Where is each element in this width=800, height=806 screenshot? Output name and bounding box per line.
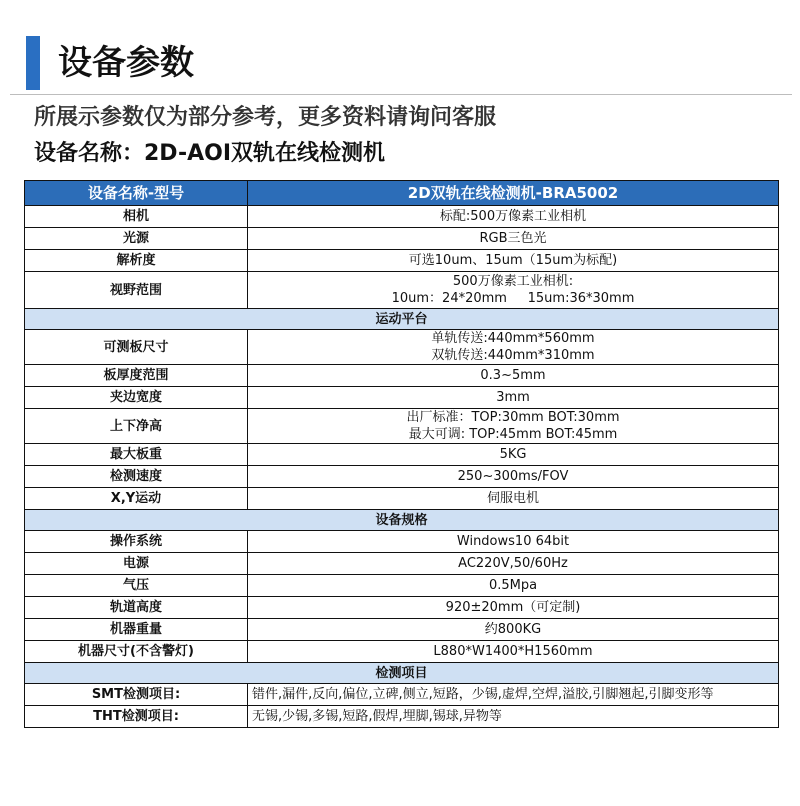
row-value: 无锡,少锡,多锡,短路,假焊,埋脚,锡球,异物等 — [248, 706, 779, 728]
row-key: 轨道高度 — [25, 597, 248, 619]
reference-note: 所展示参数仅为部分参考，更多资料请询问客服 — [34, 105, 497, 130]
header-key: 设备名称-型号 — [25, 181, 248, 206]
row-key: 机器尺寸(不含警灯) — [25, 641, 248, 663]
row-value: 250~300ms/FOV — [248, 466, 779, 488]
table-header-row — [25, 181, 779, 206]
table-row — [25, 706, 779, 728]
row-key: 相机 — [25, 206, 248, 228]
row-key: 解析度 — [25, 250, 248, 272]
table-row — [25, 409, 779, 444]
section-row-spec — [25, 510, 779, 531]
row-value: 伺服电机 — [248, 488, 779, 510]
row-key: 气压 — [25, 575, 248, 597]
row-value-line: 500万像素工业相机: — [452, 274, 574, 289]
table-row — [25, 641, 779, 663]
row-value: RGB三色光 — [248, 228, 779, 250]
table-row — [25, 553, 779, 575]
table-row — [25, 272, 779, 309]
section-title: 运动平台 — [25, 309, 779, 330]
table-row — [25, 597, 779, 619]
row-key: 上下净高 — [25, 409, 248, 444]
table-row — [25, 250, 779, 272]
row-value-line: 10um：24*20mm 15um:36*30mm — [391, 291, 635, 306]
table-row — [25, 444, 779, 466]
row-key: SMT检测项目: — [25, 684, 248, 706]
table-row — [25, 488, 779, 510]
row-key: THT检测项目: — [25, 706, 248, 728]
table-row — [25, 228, 779, 250]
device-name-line: 设备名称：2D-AOI双轨在线检测机 — [34, 141, 386, 166]
section-row-inspect — [25, 663, 779, 684]
section-row-motion — [25, 309, 779, 330]
table-row — [25, 619, 779, 641]
table-row — [25, 684, 779, 706]
title-accent-bar — [26, 36, 40, 90]
row-value-line: 出厂标准：TOP:30mm BOT:30mm — [406, 410, 620, 425]
row-value: 0.5Mpa — [248, 575, 779, 597]
table-row — [25, 466, 779, 488]
table-row — [25, 330, 779, 365]
row-key: 操作系统 — [25, 531, 248, 553]
header-value: 2D双轨在线检测机-BRA5002 — [248, 181, 779, 206]
row-value — [248, 409, 779, 444]
row-key: 视野范围 — [25, 272, 248, 309]
row-value — [248, 272, 779, 309]
row-key: 最大板重 — [25, 444, 248, 466]
table-row — [25, 531, 779, 553]
row-value-line: 单轨传送:440mm*560mm — [431, 331, 595, 346]
row-value-line: 最大可调: TOP:45mm BOT:45mm — [408, 427, 618, 442]
title-divider — [10, 94, 792, 95]
page-title: 设备参数 — [58, 43, 194, 83]
table-row — [25, 206, 779, 228]
row-value: 可选10um、15um（15um为标配) — [248, 250, 779, 272]
row-value-line: 双轨传送:440mm*310mm — [431, 348, 595, 363]
table-row — [25, 365, 779, 387]
row-value: 920±20mm（可定制) — [248, 597, 779, 619]
row-value: AC220V,50/60Hz — [248, 553, 779, 575]
table-row — [25, 387, 779, 409]
row-value: Windows10 64bit — [248, 531, 779, 553]
table-row — [25, 575, 779, 597]
section-title: 检测项目 — [25, 663, 779, 684]
row-value: 约800KG — [248, 619, 779, 641]
row-key: 机器重量 — [25, 619, 248, 641]
row-value: 错件,漏件,反向,偏位,立碑,侧立,短路，少锡,虚焊,空焊,溢胶,引脚翘起,引脚变形等 — [248, 684, 779, 706]
row-key: 光源 — [25, 228, 248, 250]
section-title: 设备规格 — [25, 510, 779, 531]
row-value: L880*W1400*H1560mm — [248, 641, 779, 663]
row-value: 0.3~5mm — [248, 365, 779, 387]
row-key: 板厚度范围 — [25, 365, 248, 387]
row-key: 夹边宽度 — [25, 387, 248, 409]
row-value: 标配:500万像素工业相机 — [248, 206, 779, 228]
row-value: 3mm — [248, 387, 779, 409]
row-value: 5KG — [248, 444, 779, 466]
row-value — [248, 330, 779, 365]
spec-table — [24, 180, 779, 728]
row-key: X,Y运动 — [25, 488, 248, 510]
row-key: 检测速度 — [25, 466, 248, 488]
row-key: 电源 — [25, 553, 248, 575]
row-key: 可测板尺寸 — [25, 330, 248, 365]
